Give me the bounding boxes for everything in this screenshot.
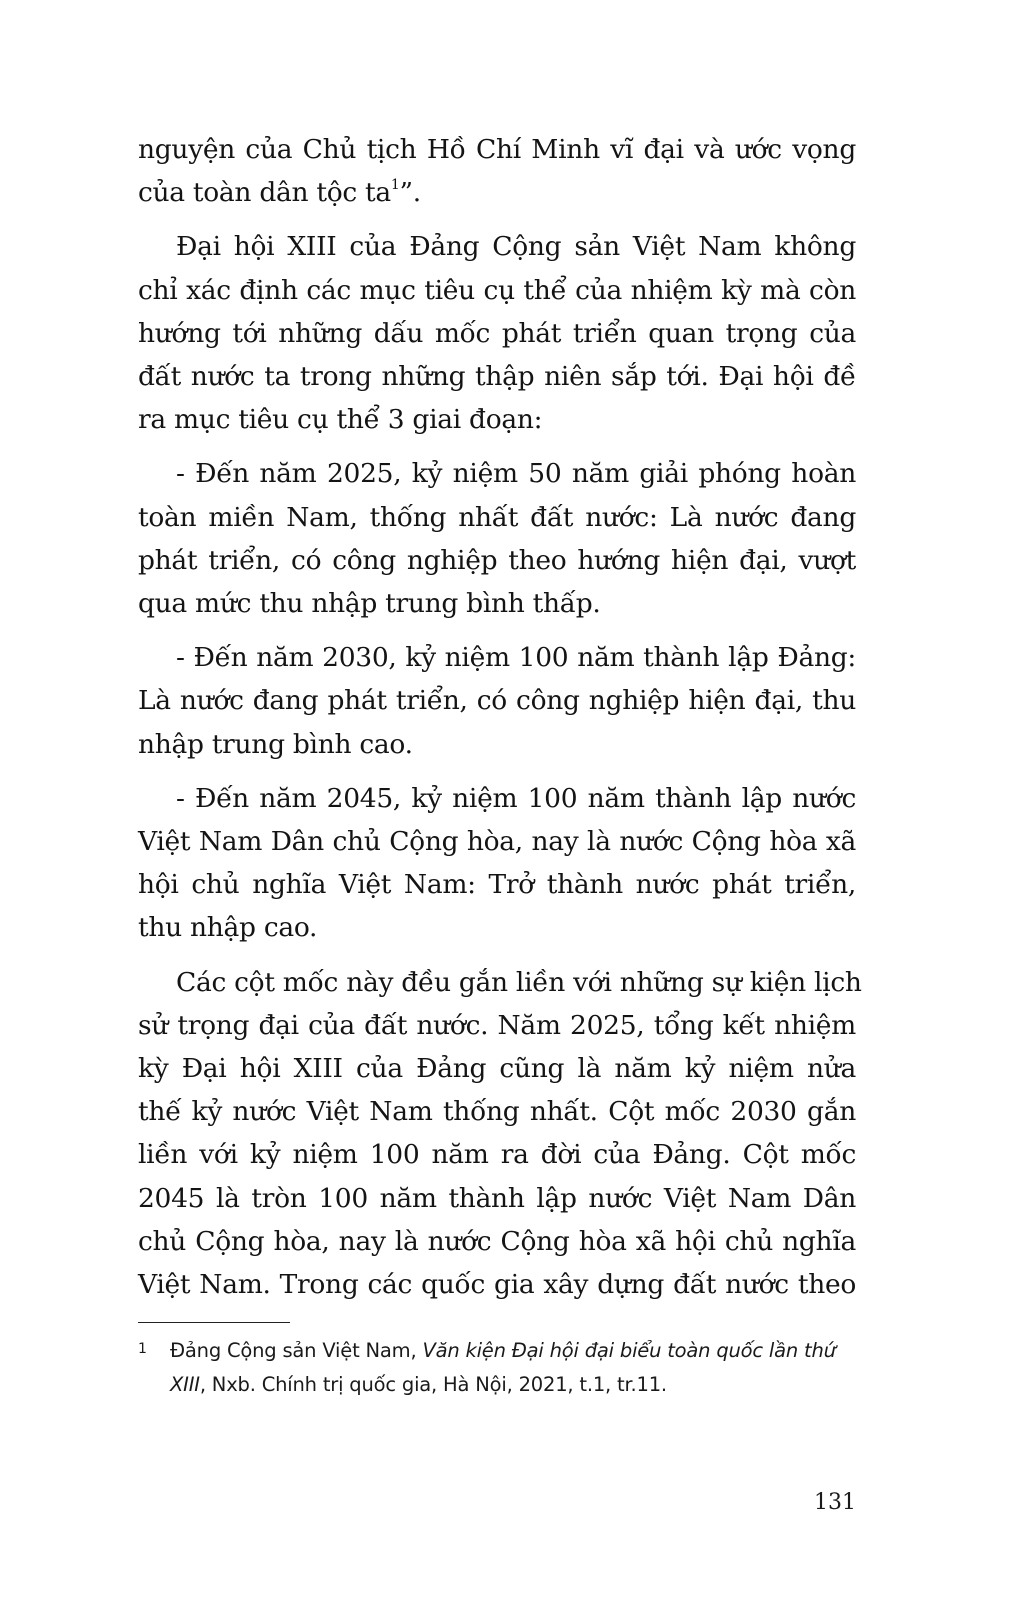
paragraph-congress-goals bbox=[138, 225, 856, 441]
text-line: đất nước ta trong những thập niên sắp tới. Đại hội đề bbox=[138, 361, 856, 393]
main-text bbox=[138, 128, 862, 1306]
text-line: liền với kỷ niệm 100 năm ra đời của Đảng. Cột mốc bbox=[138, 1139, 856, 1171]
footnote-author: Đảng Cộng sản Việt Nam, bbox=[170, 1339, 423, 1362]
text-line: qua mức thu nhập trung bình thấp. bbox=[138, 588, 601, 620]
list-item-2030 bbox=[138, 636, 856, 766]
text-line: - Đến năm 2045, kỷ niệm 100 năm thành lập nước bbox=[176, 782, 856, 814]
paragraph-milestones bbox=[138, 961, 862, 1307]
text-line: thế kỷ nước Việt Nam thống nhất. Cột mốc 2030 gắn bbox=[138, 1096, 856, 1128]
footnote bbox=[138, 1334, 863, 1402]
footnote-reference[interactable]: 1 bbox=[390, 177, 400, 194]
list-item-2045 bbox=[138, 777, 856, 950]
text-line: Các cột mốc này đều gắn liền với những sự kiện lịch bbox=[176, 966, 862, 998]
text-line: ra mục tiêu cụ thể 3 giai đoạn: bbox=[138, 404, 543, 436]
text-line: kỳ Đại hội XIII của Đảng cũng là năm kỷ niệm nửa bbox=[138, 1053, 856, 1085]
footnote-line-1 bbox=[138, 1334, 863, 1368]
text-line: chỉ xác định các mục tiêu cụ thể của nhiệm kỳ mà còn bbox=[138, 274, 856, 306]
text-line: - Đến năm 2030, kỷ niệm 100 năm thành lập Đảng: bbox=[176, 642, 856, 674]
text-line: sử trọng đại của đất nước. Năm 2025, tổng kết nhiệm bbox=[138, 1009, 856, 1041]
closing-quote: ”. bbox=[399, 177, 421, 209]
text-line: thu nhập cao. bbox=[138, 912, 318, 944]
footnote-line-2 bbox=[138, 1368, 863, 1402]
footnote-divider bbox=[138, 1322, 290, 1323]
text-line: 2045 là tròn 100 năm thành lập nước Việt Nam Dân bbox=[138, 1182, 856, 1214]
text-line: phát triển, có công nghiệp theo hướng hiện đại, vượt bbox=[138, 544, 856, 576]
text-line: - Đến năm 2025, kỷ niệm 50 năm giải phóng hoàn bbox=[176, 458, 856, 490]
text-line: Việt Nam Dân chủ Cộng hòa, nay là nước Cộng hòa xã bbox=[138, 826, 856, 858]
text-line bbox=[138, 171, 856, 214]
footnote-number: 1 bbox=[138, 1341, 147, 1357]
text-line: toàn miền Nam, thống nhất đất nước: Là nước đang bbox=[138, 501, 856, 533]
text-line: chủ Cộng hòa, nay là nước Cộng hòa xã hội chủ nghĩa bbox=[138, 1225, 856, 1257]
text-line: hội chủ nghĩa Việt Nam: Trở thành nước phát triển, bbox=[138, 869, 856, 901]
footnote-title-cont: XIII bbox=[170, 1373, 200, 1396]
text-line: nguyện của Chủ tịch Hồ Chí Minh vĩ đại và ước vọng bbox=[138, 134, 856, 165]
text-line: Việt Nam. Trong các quốc gia xây dựng đất nước theo bbox=[138, 1269, 856, 1301]
text-fragment: của toàn dân tộc ta bbox=[138, 177, 391, 209]
list-item-2025 bbox=[138, 452, 856, 625]
paragraph-continuation bbox=[138, 128, 856, 214]
footnote-title: Văn kiện Đại hội đại biểu toàn quốc lần thứ bbox=[422, 1339, 836, 1362]
footnote-publication: , Nxb. Chính trị quốc gia, Hà Nội, 2021, t.1, tr.11. bbox=[199, 1373, 667, 1396]
page-body bbox=[138, 128, 862, 1317]
page-number: 131 bbox=[814, 1490, 856, 1515]
text-line: hướng tới những dấu mốc phát triển quan trọng của bbox=[138, 317, 856, 349]
text-line: nhập trung bình cao. bbox=[138, 728, 413, 760]
text-line: Đại hội XIII của Đảng Cộng sản Việt Nam không bbox=[176, 231, 856, 263]
text-line: Là nước đang phát triển, có công nghiệp hiện đại, thu bbox=[138, 685, 856, 717]
